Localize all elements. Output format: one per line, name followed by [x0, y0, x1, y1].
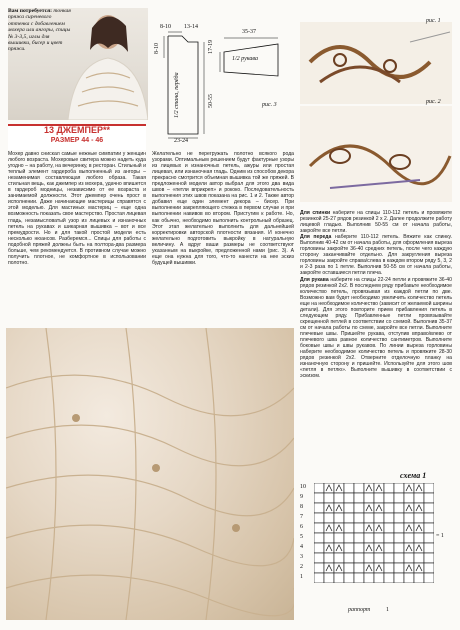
- chart-cell: [344, 513, 354, 523]
- fig1-label: рис. 1: [426, 18, 441, 24]
- chart-cell: [364, 533, 374, 543]
- chart-cell: [364, 513, 374, 523]
- sleeve-half-label: 1/2 рукава: [232, 56, 258, 62]
- chart-cell: [394, 543, 404, 553]
- chart-cell: [394, 563, 404, 573]
- chart-cell: [334, 513, 344, 523]
- chart-cell: [314, 533, 324, 543]
- chart-cell: [384, 483, 394, 493]
- instruction-back: [300, 210, 452, 234]
- stitch-illustration-1: [300, 22, 452, 104]
- instructions-column: [300, 210, 452, 468]
- instruction-front: [300, 234, 452, 276]
- chart-cell: [404, 553, 414, 563]
- pattern-diagram: [154, 24, 294, 144]
- chart-cell: [414, 573, 424, 583]
- chart-row-label: 6: [300, 524, 303, 530]
- chart-cell: [354, 543, 364, 553]
- materials-note: [8, 8, 72, 53]
- chart-cell: [384, 523, 394, 533]
- dim-half-width: 23-24: [174, 138, 188, 144]
- chart-cell: [414, 533, 424, 543]
- chart-cell: [314, 563, 324, 573]
- chart-cell: [394, 523, 404, 533]
- dim-sleeve-length: 35-37: [242, 29, 256, 35]
- chart-cell: [394, 493, 404, 503]
- chart-cell: [344, 573, 354, 583]
- knit-chart: [300, 471, 452, 621]
- chart-cell: [384, 573, 394, 583]
- chart-cell: [344, 523, 354, 533]
- dim-sleeve-width: 17-19: [208, 40, 214, 54]
- chart-cell: [414, 493, 424, 503]
- chart-cell: [314, 523, 324, 533]
- chart-row-label: 1: [300, 574, 303, 580]
- chart-grid-svg: [314, 483, 434, 583]
- chart-cell: [344, 503, 354, 513]
- chart-row-label: 10: [300, 484, 306, 490]
- chart-legend: = 1: [436, 533, 444, 539]
- sweater-closeup-image: [6, 328, 294, 620]
- chart-row-labels: [300, 483, 312, 603]
- instruction-back-text: наберите на спицы 110-112 петель и провяжите резинкой 25-27 рядов резинкой 2 х 2. Далее продолжите работу лицевой гладью. Выполнив 50-55 см от начала работы, закройте все петли.: [300, 210, 452, 235]
- chart-row-label: 9: [300, 494, 303, 500]
- chart-cell: [354, 523, 364, 533]
- chart-cell: [364, 573, 374, 583]
- chart-cell: [314, 573, 324, 583]
- chart-cell: [384, 533, 394, 543]
- chart-row-label: 5: [300, 534, 303, 540]
- chart-title: схема 1: [400, 471, 427, 480]
- chart-cell: [414, 553, 424, 563]
- size-subtitle: РАЗМЕР 44 - 46: [50, 137, 104, 144]
- intro-column: [8, 151, 146, 327]
- materials-text: тонкая пряжа сиреневого оттенка с добавлением мохера или ангоры, спицы № 3-3,5, иглы для вышивки, бисер и цвет пряжи.: [8, 8, 71, 53]
- dim-neck-width: 8-10: [160, 24, 171, 30]
- advice-text: Желательно не перегружать полотно всякого рода узорами. Оптимальным решением будут фактурные узоры из лицевых и изнаночных петель, ажуры или простая лицевая, или изнаночная гладь. Одним из способов декора прекрасно смотрится объемная вышивка той же пряжей. В предложенной модели автор выбрал для этого два вида швов – «петли вприкреп» и рококо. Последовательность выполнения этих швов показана на рис. 1 и 2. Также автор добавил еще один элемент декора – бисер. При выполнении закрепляющего стежка в первом случае и при выполнении навивов во втором. Пристугим к работе. Но, как обычно, необходимо выполнить контрольный образец. Этот этап желательно выполнить для дальнейшей корректировки авторской плотности вязания. И конечно желательно подготовить выкройку в натуральную величину. А вдруг ваши размеры не соответствуют указанным на выкройке, предложенной нами (рис. 3). А еще она нужна для того, что-то нанести на нее эскиз будущей вышивки.: [152, 151, 294, 266]
- chart-cell: [354, 513, 364, 523]
- chart-cell: [424, 553, 434, 563]
- chart-cell: [314, 553, 324, 563]
- chart-cell: [334, 493, 344, 503]
- instruction-sleeve: [300, 277, 452, 380]
- chart-cell: [394, 533, 404, 543]
- chart-cell: [394, 503, 404, 513]
- instruction-back-lead: Для спинки: [300, 210, 331, 216]
- chart-cell: [344, 553, 354, 563]
- chart-cell: [374, 513, 384, 523]
- chart-cell: [364, 553, 374, 563]
- chart-cell: [354, 573, 364, 583]
- chart-row-label: 2: [300, 564, 303, 570]
- chart-cell: [314, 513, 324, 523]
- stitch-figure-1: [300, 22, 452, 104]
- chart-cell: [344, 563, 354, 573]
- chart-cell: [324, 573, 334, 583]
- instruction-front-lead: Для переда: [300, 234, 332, 241]
- chart-cell: [384, 543, 394, 553]
- chart-cell: [394, 573, 404, 583]
- dim-shoulder: 13-14: [184, 24, 198, 30]
- chart-cell: [364, 493, 374, 503]
- chart-cell: [414, 513, 424, 523]
- chart-cell: [344, 483, 354, 493]
- chart-repeat-one: 1: [386, 607, 389, 613]
- chart-cell: [424, 493, 434, 503]
- chart-cell: [354, 553, 364, 563]
- chart-cell: [404, 573, 414, 583]
- chart-cell: [354, 533, 364, 543]
- chart-repeat-label: раппорт: [348, 607, 371, 613]
- chart-cell: [384, 503, 394, 513]
- chart-cell: [324, 493, 334, 503]
- body-half-label: 1/2 стана, перёда: [174, 72, 180, 118]
- dim-body-length: 50-55: [208, 94, 214, 108]
- instruction-front-text: наберите 110-112 петель. Вяжите как спинку. Выполнив 40-42 см от начала работы, для оформления выреза горловины закройте 36-40 средних петель, после чего каждую сторону заканчивайте отдельно. Для закругления выреза горловины закройте справа/слева в каждом втором ряду 5, 3, 2 и 2-3 раза по 1 петле. Выполнив 50-55 см от начала работы, закройте оставшиеся петли плеча.: [300, 234, 452, 277]
- chart-cell: [314, 503, 324, 513]
- stitch-illustration-2: [300, 106, 452, 202]
- chart-cell: [324, 553, 334, 563]
- chart-cell: [334, 553, 344, 563]
- chart-cell: [424, 483, 434, 493]
- chart-row-label: 8: [300, 504, 303, 510]
- chart-row-label: 7: [300, 514, 303, 520]
- page-title: 13 ДЖЕМПЕР**: [43, 125, 111, 135]
- chart-cell: [394, 513, 404, 523]
- chart-cell: [314, 543, 324, 553]
- chart-cell: [374, 533, 384, 543]
- fig3-label: рис. 3: [262, 102, 277, 108]
- instruction-sleeve-lead: Для рукава: [300, 276, 329, 283]
- chart-cell: [424, 523, 434, 533]
- chart-cell: [424, 563, 434, 573]
- instruction-sleeve-text: наберите на спицы 22-24 петли и провяжите 36-40 рядов резинкой 2х2. В последнем ряду прибавьте необходимое количество петель, провязывая из каждой петли по две. Возможно вам будет необходимо увеличить количество петель еще на необходимое количество (зависит от желаемой ширины детали). Для этого повторите прием прибавления петель в следующем ряду. Прибавленные петли провязывайте скрещенной петлей в соответствии со схемой. Выполнив 35-37 см от начала работы по схеме, закройте все петли. Выполните плечевые швы. Пришейте рукава, отступив вправо/влево от плечевого шва равное количество сантиметров. Выполните боковые швы и швы рукавов. По линии выреза горловины наберите необходимое количество петель и провяжите 28-30 рядов резинкой 2х2. Отверните отделочную планку на изнаночную сторону и пришейте. Используйте для этого шов «петля в петлю». Выполните вышивку в соответствии с эскизом.: [300, 276, 452, 380]
- chart-cell: [404, 533, 414, 543]
- chart-cell: [314, 483, 324, 493]
- chart-cell: [404, 513, 414, 523]
- chart-cell: [384, 553, 394, 563]
- chart-cell: [354, 493, 364, 503]
- chart-row-label: 4: [300, 544, 303, 550]
- chart-cell: [374, 553, 384, 563]
- chart-cell: [334, 533, 344, 543]
- chart-cell: [394, 483, 404, 493]
- fig2-label: рис. 2: [426, 99, 441, 105]
- chart-cell: [344, 493, 354, 503]
- chart-grid: [314, 483, 434, 603]
- chart-cell: [374, 573, 384, 583]
- chart-cell: [324, 533, 334, 543]
- chart-cell: [354, 503, 364, 513]
- chart-cell: [424, 513, 434, 523]
- advice-column: [152, 151, 294, 327]
- materials-heading: Вам потребуется:: [8, 8, 52, 14]
- sweater-closeup-photo: [6, 328, 294, 620]
- chart-cell: [354, 483, 364, 493]
- chart-cell: [324, 513, 334, 523]
- chart-cell: [334, 573, 344, 583]
- chart-cell: [394, 553, 404, 563]
- chart-row-label: 3: [300, 554, 303, 560]
- chart-cell: [424, 503, 434, 513]
- chart-cell: [344, 543, 354, 553]
- chart-cell: [344, 533, 354, 543]
- chart-cell: [354, 563, 364, 573]
- chart-cell: [314, 493, 324, 503]
- chart-cell: [424, 533, 434, 543]
- stitch-figure-2: [300, 106, 452, 202]
- chart-cell: [384, 563, 394, 573]
- dim-neck-depth: 8-10: [154, 43, 160, 54]
- chart-cell: [404, 493, 414, 503]
- chart-cell: [384, 513, 394, 523]
- chart-cell: [424, 543, 434, 553]
- chart-cell: [384, 493, 394, 503]
- chart-cell: [374, 493, 384, 503]
- chart-cell: [424, 573, 434, 583]
- intro-text: Мохер давно снискал самые нежные симпатии у женщин любого возраста. Мохеровые свитера можно надеть куда угодно – на работу, на вечеринку, в ресторан. Стильный и теплый элемент гардероба выполненный из ангоры – незаменимая составляющая любого образа. Такая стильная вещь, как джемпер из мохера, удачно впишется в гардероб модницы, независимо от ее возраста и занимаемой должности. Этот джемпер очень прост в исполнении. Даже начинающие мастерицы справятся с этой моделью. Для мастиных мастериц – еще одна возможность показать свое мастерство. Простая лицевая гладь, незамысловатый узор из лицевых и изнаночных петель на рукавах и шикарная вышивка – вот и все премудрости. Но и для такой простой модели есть несколько нюансов. Разберемся... Спицы для работы с подобной пряжей должны быть на полтора-два размера больше, чем рекомендуется. В противном случае можно получить плотное, не комфортное в использовании полотно.: [8, 151, 146, 266]
